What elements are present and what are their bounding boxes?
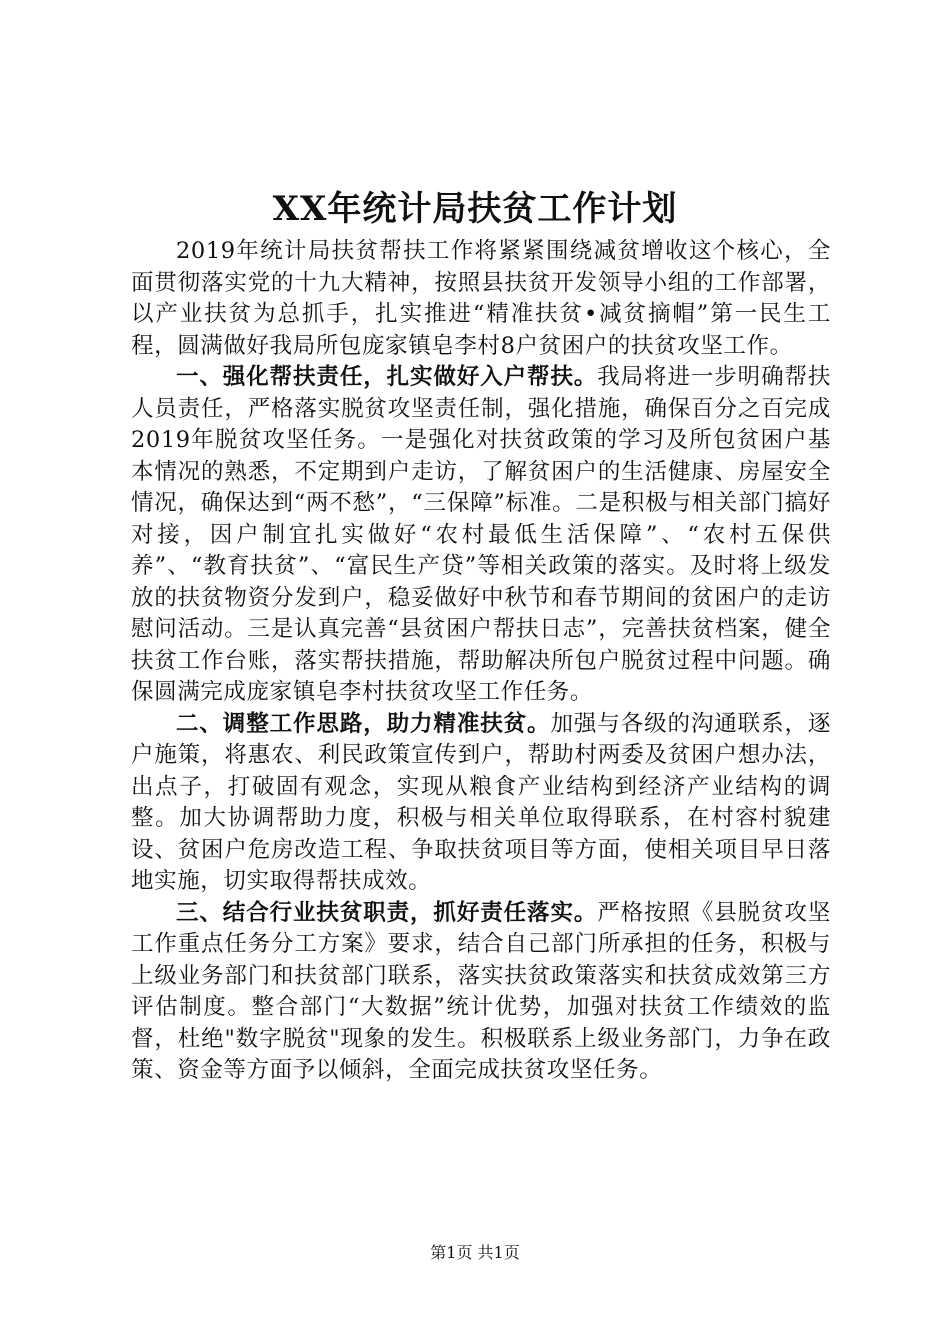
intro-paragraph: 2019年统计局扶贫帮扶工作将紧紧围绕减贫增收这个核心，全面贯彻落实党的十九大精神，按照县扶贫开发领导小组的工作部署，以产业扶贫为总抓手，扎实推进“精准扶贫•减贫摘帽”第一民生工程，圆满做好我局所包庞家镇皂李村8户贫困户的扶贫攻坚工作。	[131, 238, 831, 359]
section-paragraph-1	[131, 362, 831, 709]
section-body-1: 我局将进一步明确帮扶人员责任，严格落实脱贫攻坚责任制，强化措施，确保百分之百完成2019年脱贫攻坚任务。一是强化对扶贫政策的学习及所包贫困户基本情况的熟悉，不定期到户走访，了解贫困户的生活健康、房屋安全情况，确保达到“两不愁”，“三保障”标准。二是积极与相关部门搞好对接，因户制宜扎实做好“农村最低生活保障”、“农村五保供养”、“教育扶贫”、“富民生产贷”等相关政策的落实。及时将上级发放的扶贫物资分发到户，稳妥做好中秋节和春节期间的贫困户的走访慰问活动。三是认真完善“县贫困户帮扶日志”，完善扶贫档案，健全扶贫工作台账，落实帮扶措施，帮助解决所包户脱贫过程中问题。确保圆满完成庞家镇皂李村扶贫攻坚工作任务。	[131, 364, 831, 705]
page-footer: 第1页 共1页	[430, 1243, 520, 1262]
section-body-3: 严格按照《县脱贫攻坚工作重点任务分工方案》要求，结合自己部门所承担的任务，积极与上级业务部门和扶贫部门联系，落实扶贫政策落实和扶贫成效第三方评估制度。整合部门“大数据”统计优势，加强对扶贫工作绩效的监督，杜绝"数字脱贫"现象的发生。积极联系上级业务部门，力争在政策、资金等方面予以倾斜，全面完成扶贫攻坚任务。	[131, 899, 831, 1083]
section-paragraph-3	[131, 898, 831, 1087]
section-heading-1: 一、强化帮扶责任，扎实做好入户帮扶。	[176, 364, 598, 390]
section-heading-2: 二、调整工作思路，助力精准扶贫。	[176, 710, 551, 737]
document-body	[131, 236, 831, 1087]
section-paragraph-2	[131, 709, 831, 898]
section-heading-3: 三、结合行业扶贫职责，抓好责任落实。	[176, 899, 598, 926]
section-body-2: 加强与各级的沟通联系，逐户施策，将惠农、利民政策宣传到户，帮助村两委及贫困户想办法，出点子，打破固有观念，实现从粮食产业结构到经济产业结构的调整。加大协调帮助力度，积极与相关单位取得联系，在村容村貌建设、贫困户危房改造工程、争取扶贫项目等方面，使相关项目早日落地实施，切实取得帮扶成效。	[131, 710, 831, 894]
document-title: XX年统计局扶贫工作计划	[272, 189, 678, 229]
